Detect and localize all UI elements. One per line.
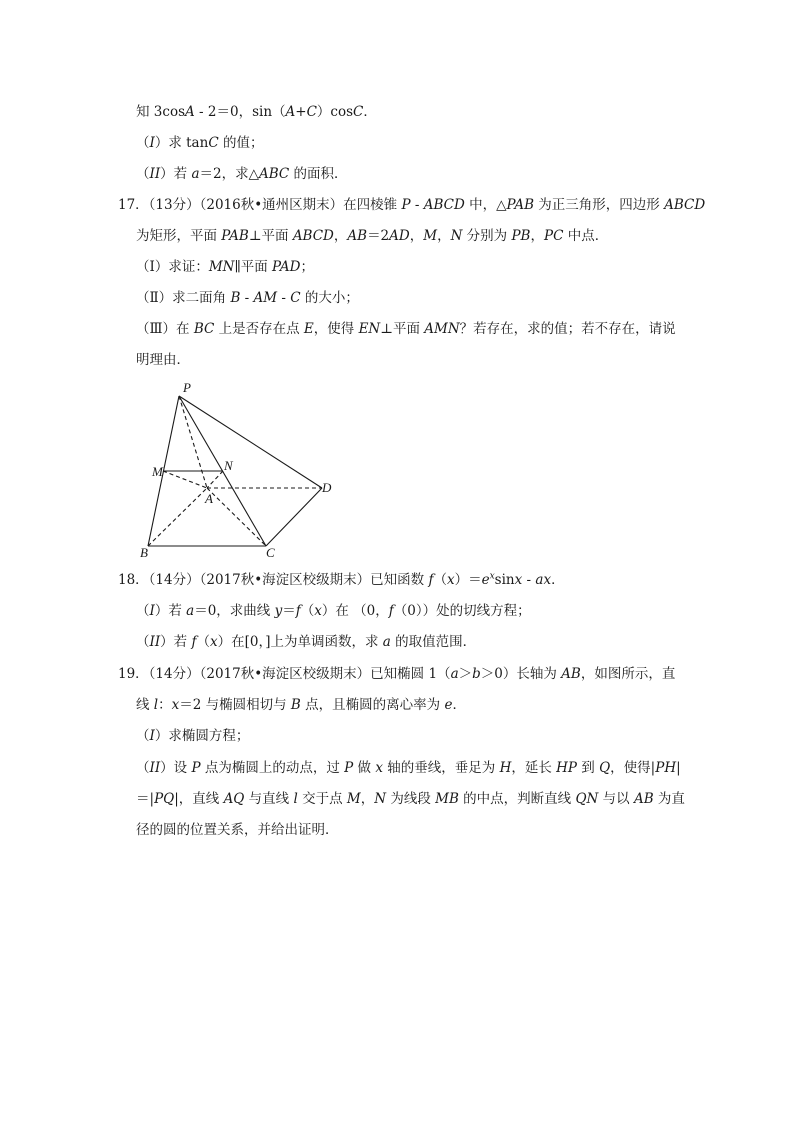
q19-stem-line-1: 19．（14分）（2017秋•海淀区校级期末）已知椭圆 1（a＞b＞0）长轴为 AB，如图所示，直 (118, 666, 676, 682)
label-M: M (152, 464, 163, 479)
edge-PA (179, 396, 207, 488)
q19-part-2-continued: ＝|PQ|，直线 AQ 与直线 l 交于点 M，N 为线段 MB 的中点，判断直线 QN 与以 AB 为直 (136, 791, 685, 807)
segment-NA (207, 471, 223, 488)
q19-part-2-end: 径的圆的位置关系，并给出证明． (136, 822, 339, 838)
pyramid-figure (132, 376, 352, 562)
q18-part-2: （II）若 f（x）在[0，]上为单调函数，求 a 的取值范围． (136, 634, 477, 650)
q18-part-1: （I）若 a＝0，求曲线 y＝f（x）在 （0，f（0））处的切线方程； (136, 603, 531, 619)
q17-part-2: （Ⅱ）求二面角 B - AM - C 的大小； (136, 290, 359, 306)
label-D: D (322, 480, 332, 495)
q17-part-3-continued: 明理由． (136, 352, 190, 368)
label-P: P (183, 380, 191, 395)
q17-part-3: （Ⅲ）在 BC 上是否存在点 E，使得 EN⊥平面 AMN？若存在，求的值；若不存在，请说 (136, 321, 676, 337)
pyramid-diagram (132, 376, 352, 562)
edge-BA (148, 488, 207, 546)
segment-MA (163, 471, 207, 488)
label-A: A (205, 491, 213, 506)
q16-part-1: （I）求 tanC 的值； (136, 135, 264, 151)
q19-part-1: （I）求椭圆方程； (136, 728, 250, 744)
label-C: C (266, 545, 275, 560)
q17-stem-line-1: 17．（13分）（2016秋•通州区期末）在四棱锥 P - ABCD 中，△PAB 为正三角形，四边形 ABCD (118, 197, 706, 213)
segment-AC (207, 488, 266, 546)
q16-condition-line: 知 3cosA - 2＝0，sin（A+C）cosC． (136, 104, 377, 120)
edge-PD (179, 396, 322, 488)
label-B: B (140, 545, 148, 560)
q19-stem-line-2: 线 l：x＝2 与椭圆相切与 B 点，且椭圆的离心率为 e． (136, 697, 466, 713)
q17-stem-line-2: 为矩形，平面 PAB⊥平面 ABCD，AB＝2AD，M，N 分别为 PB，PC 中点． (136, 228, 609, 244)
q17-part-1: （Ⅰ）求证：MN∥平面 PAD； (136, 259, 314, 275)
edge-CD (266, 488, 322, 546)
q18-stem: 18．（14分）（2017秋•海淀区校级期末）已知函数 $f(x)=e^x\sin x$ - ax． (118, 571, 565, 588)
label-N: N (224, 458, 233, 473)
q19-part-2: （II）设 P 点为椭圆上的动点，过 P 做 x 轴的垂线，垂足为 H，延长 HP 到 Q，使得|PH| (136, 760, 681, 776)
q16-part-2: （II）若 a＝2，求△ABC 的面积． (136, 166, 348, 182)
